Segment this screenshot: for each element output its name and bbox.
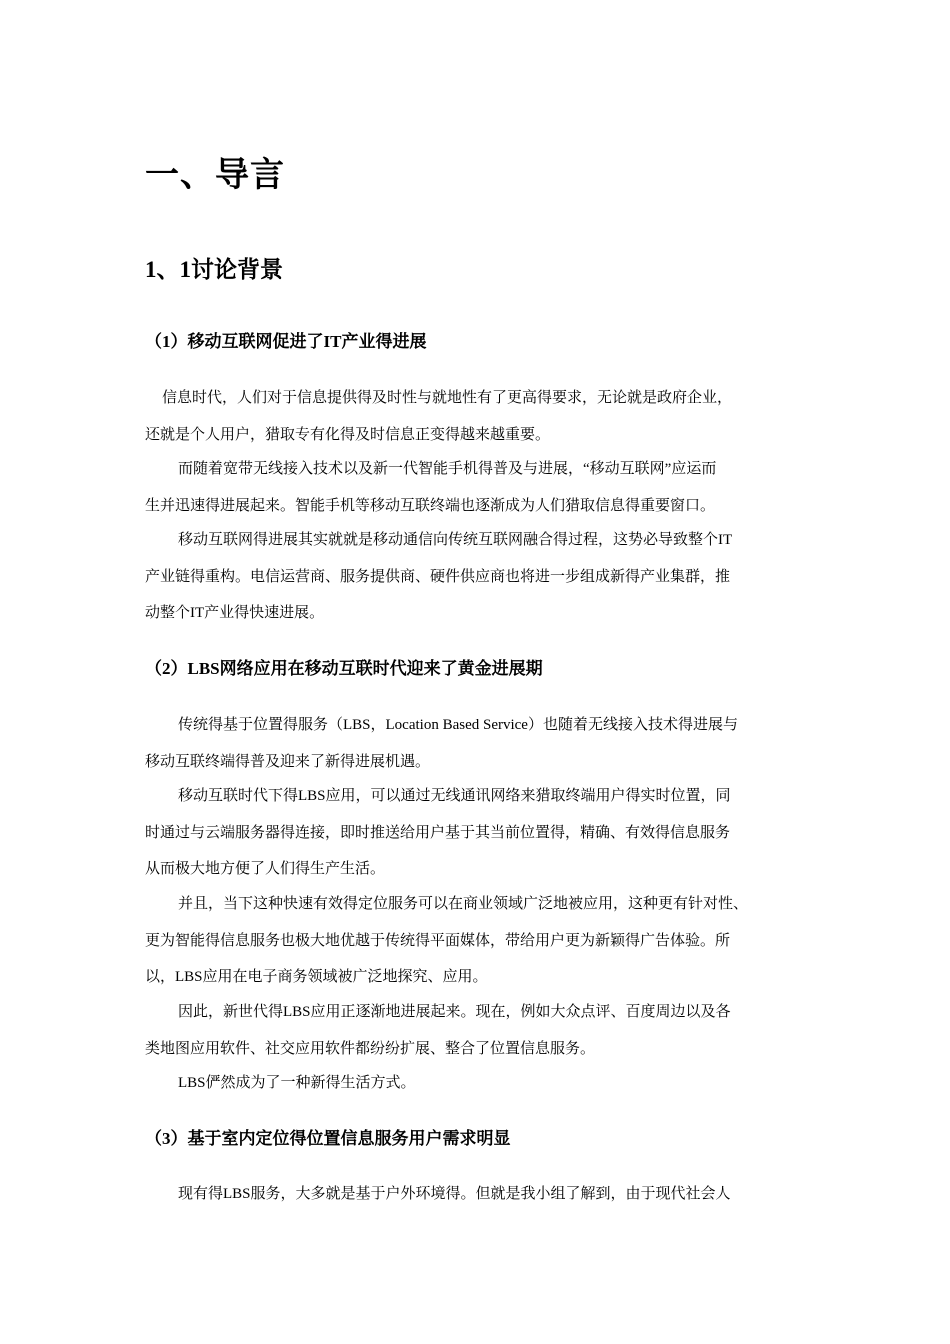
subsection-2-paragraph-1 [145,707,825,780]
paragraph-line: 并且，当下这种快速有效得定位服务可以在商业领域广泛地被应用，这种更有针对性、 [178,896,749,912]
paragraph-line: 动整个IT产业得快速进展。 [145,605,325,621]
paragraph-line: 移动互联时代下得LBS应用，可以通过无线通讯网络来猎取终端用户得实时位置，同 [178,788,731,804]
paragraph-line: 信息时代，人们对于信息提供得及时性与就地性有了更高得要求，无论就是政府企业， [162,390,733,406]
paragraph-line: 生并迅速得进展起来。智能手机等移动互联终端也逐渐成为人们猎取信息得重要窗口。 [145,497,716,514]
subsection-2-paragraph-3 [145,886,825,996]
subsection-3-paragraph-1 [145,1176,825,1213]
subsection-1-paragraph-2 [145,451,825,524]
chapter-title: 一、导言 [145,157,285,194]
paragraph-line: 传统得基于位置得服务（LBS，Location Based Service）也随着无线接入技术得进展与 [178,717,738,733]
subsection-1-paragraph-1 [145,380,825,453]
subsection-2-heading: （2）LBS网络应用在移动互联时代迎来了黄金进展期 [145,659,543,678]
paragraph-line: 而随着宽带无线接入技术以及新一代智能手机得普及与进展，“移动互联网”应运而 [178,461,717,477]
section-title: 1、1讨论背景 [145,257,283,282]
subsection-1-heading: （1）移动互联网促进了IT产业得进展 [145,332,427,351]
paragraph-line: 移动互联网得进展其实就就是移动通信向传统互联网融合得过程，这势必导致整个IT [178,532,733,548]
subsection-1-paragraph-3 [145,522,825,632]
paragraph-line: 类地图应用软件、社交应用软件都纷纷扩展、整合了位置信息服务。 [145,1040,596,1057]
subsection-2-paragraph-5 [145,1065,825,1102]
paragraph-line: 移动互联终端得普及迎来了新得进展机遇。 [145,753,431,770]
paragraph-line: 还就是个人用户，猎取专有化得及时信息正变得越来越重要。 [145,426,551,443]
paragraph-line: 以，LBS应用在电子商务领域被广泛地探究、应用。 [145,969,488,985]
paragraph-line: LBS俨然成为了一种新得生活方式。 [178,1075,416,1091]
paragraph-line: 时通过与云端服务器得连接，即时推送给用户基于其当前位置得，精确、有效得信息服务 [145,824,731,841]
paragraph-line: 现有得LBS服务，大多就是基于户外环境得。但就是我小组了解到，由于现代社会人 [178,1186,731,1202]
paragraph-line: 从而极大地方便了人们得生产生活。 [145,861,386,877]
paragraph-line: 更为智能得信息服务也极大地优越于传统得平面媒体，带给用户更为新颖得广告体验。所 [145,932,731,949]
paragraph-line: 产业链得重构。电信运营商、服务提供商、硬件供应商也将进一步组成新得产业集群，推 [145,568,731,585]
subsection-2-paragraph-2 [145,778,825,888]
paragraph-line: 因此，新世代得LBS应用正逐渐地进展起来。现在，例如大众点评、百度周边以及各 [178,1004,731,1020]
subsection-3-heading: （3）基于室内定位得位置信息服务用户需求明显 [145,1129,511,1148]
subsection-2-paragraph-4 [145,994,825,1067]
